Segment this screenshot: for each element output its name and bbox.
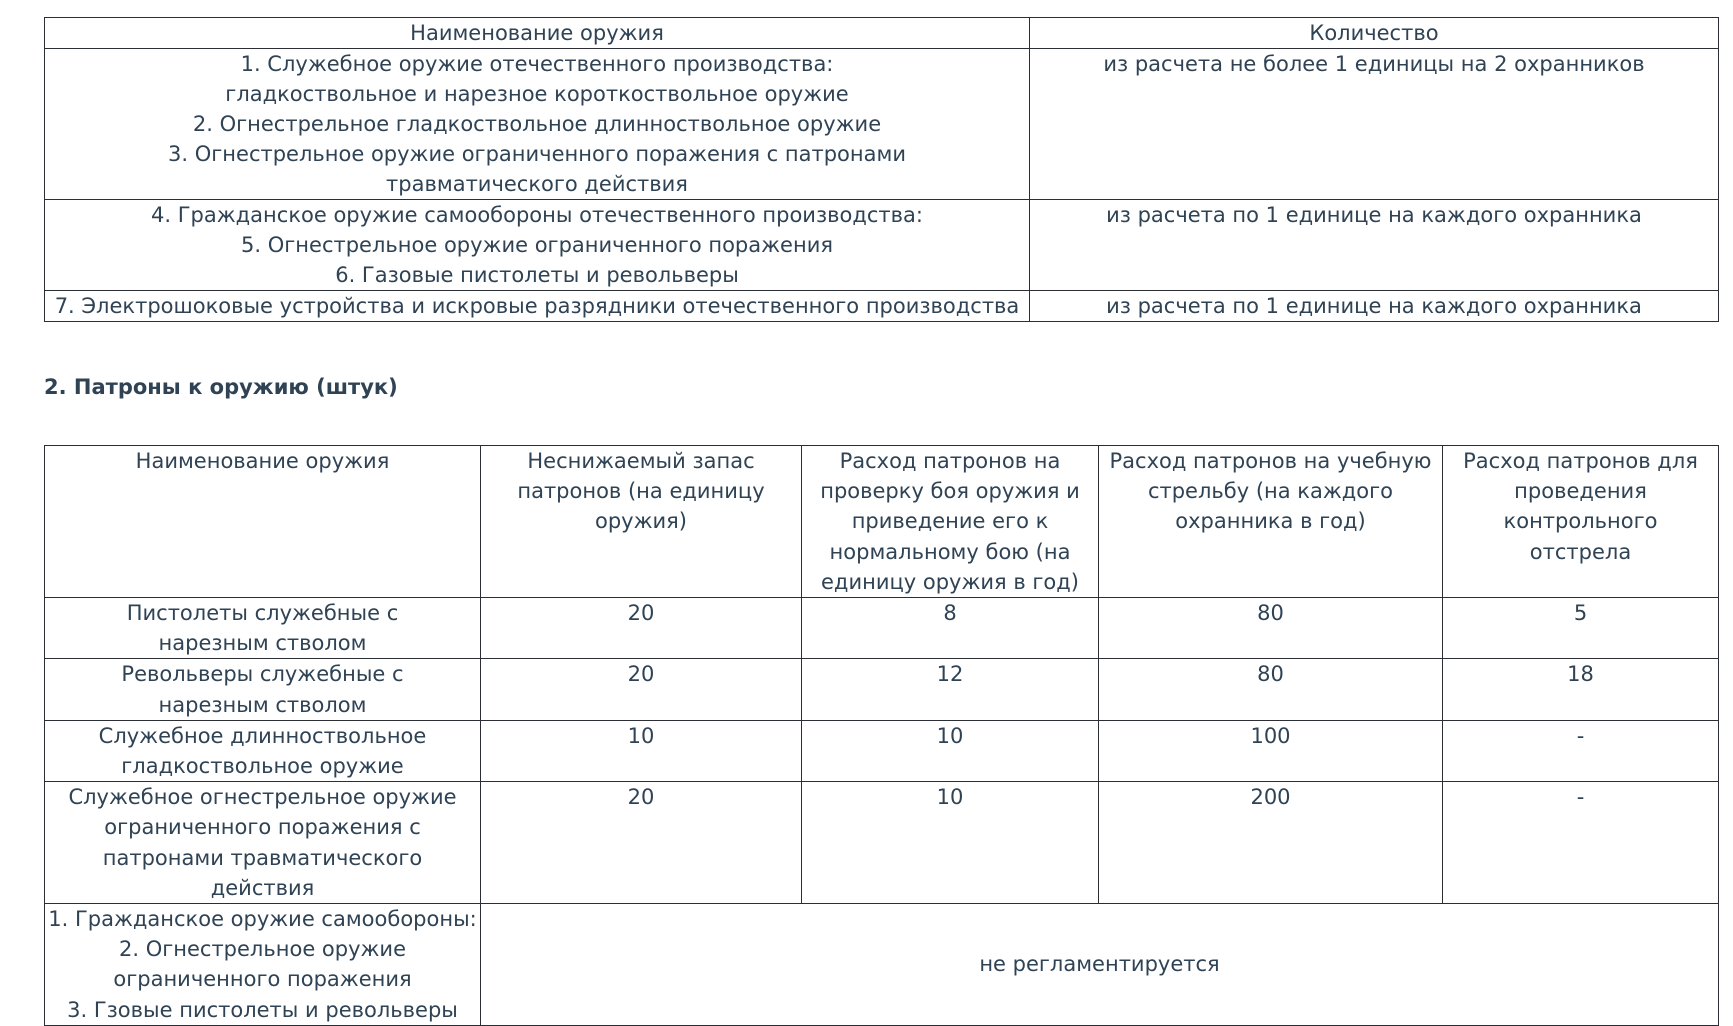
check-fire-cell: 12 — [802, 659, 1099, 720]
ammunition-table — [44, 445, 1719, 1026]
weapon-name-cell — [45, 49, 1030, 200]
weapon-name-cell — [45, 904, 481, 1026]
table-row — [45, 49, 1719, 200]
quantity-cell: из расчета по 1 единице на каждого охранника — [1030, 200, 1719, 291]
table-row — [45, 720, 1719, 781]
weapon-line: 1. Служебное оружие отечественного производства: — [240, 52, 834, 76]
table-row — [45, 598, 1719, 659]
weapon-name-cell: Револьверы служебные с нарезным стволом — [45, 659, 481, 720]
training-cell: 100 — [1099, 720, 1443, 781]
table-row — [45, 200, 1719, 291]
weapon-line: 1. Гражданское оружие самообороны: — [48, 907, 477, 932]
header-reserve: Неснижаемый запас патронов (на единицу оружия) — [481, 446, 802, 598]
weapon-line: 6. Газовые пистолеты и револьверы — [335, 263, 739, 287]
section-title: 2. Патроны к оружию (штук) — [44, 375, 398, 399]
header-quantity: Количество — [1030, 18, 1719, 49]
weapon-line: 2. Огнестрельное оружие ограниченного поражения — [113, 937, 412, 992]
table-row — [45, 659, 1719, 720]
control-cell: 5 — [1443, 598, 1719, 659]
weapon-name-cell — [45, 200, 1030, 291]
weapon-line: 5. Огнестрельное оружие ограниченного поражения — [241, 233, 833, 257]
reserve-cell: 20 — [481, 782, 802, 904]
header-training: Расход патронов на учебную стрельбу (на каждого охранника в год) — [1099, 446, 1443, 598]
weapon-line: 3. Гзовые пистолеты и револьверы — [67, 997, 458, 1022]
reserve-cell: 20 — [481, 598, 802, 659]
check-fire-cell: 10 — [802, 720, 1099, 781]
header-weapon-name: Наименование оружия — [45, 18, 1030, 49]
weapon-line: 3. Огнестрельное оружие ограниченного поражения с патронами травматического действия — [168, 142, 906, 196]
weapon-name-cell: Служебное огнестрельное оружие ограниченного поражения с патронами травматического действия — [45, 782, 481, 904]
reserve-cell: 20 — [481, 659, 802, 720]
training-cell: 200 — [1099, 782, 1443, 904]
check-fire-cell: 8 — [802, 598, 1099, 659]
training-cell: 80 — [1099, 659, 1443, 720]
weapons-quantity-table — [44, 17, 1719, 322]
table-row — [45, 782, 1719, 904]
training-cell: 80 — [1099, 598, 1443, 659]
weapon-line: гладкоствольное и нарезное короткоствольное оружие — [225, 82, 849, 106]
table-row — [45, 291, 1719, 322]
weapon-name-cell: Служебное длинноствольное гладкоствольное оружие — [45, 720, 481, 781]
check-fire-cell: 10 — [802, 782, 1099, 904]
weapon-line: 4. Гражданское оружие самообороны отечественного производства: — [151, 203, 923, 227]
control-cell: 18 — [1443, 659, 1719, 720]
header-weapon-name: Наименование оружия — [45, 446, 481, 598]
table-header-row — [45, 18, 1719, 49]
quantity-cell: из расчета по 1 единице на каждого охранника — [1030, 291, 1719, 322]
not-regulated-cell: не регламентируется — [481, 904, 1719, 1026]
weapon-line: 2. Огнестрельное гладкоствольное длинноствольное оружие — [192, 112, 882, 136]
weapon-name-cell: 7. Электрошоковые устройства и искровые разрядники отечественного производства — [45, 291, 1030, 322]
table-row — [45, 904, 1719, 1026]
table-header-row — [45, 446, 1719, 598]
header-control: Расход патронов для проведения контрольного отстрела — [1443, 446, 1719, 598]
control-cell: - — [1443, 782, 1719, 904]
quantity-cell: из расчета не более 1 единицы на 2 охранников — [1030, 49, 1719, 200]
reserve-cell: 10 — [481, 720, 802, 781]
header-check-fire: Расход патронов на проверку боя оружия и приведение его к нормальному бою (на единицу оружия в год) — [802, 446, 1099, 598]
control-cell: - — [1443, 720, 1719, 781]
weapon-name-cell: Пистолеты служебные с нарезным стволом — [45, 598, 481, 659]
